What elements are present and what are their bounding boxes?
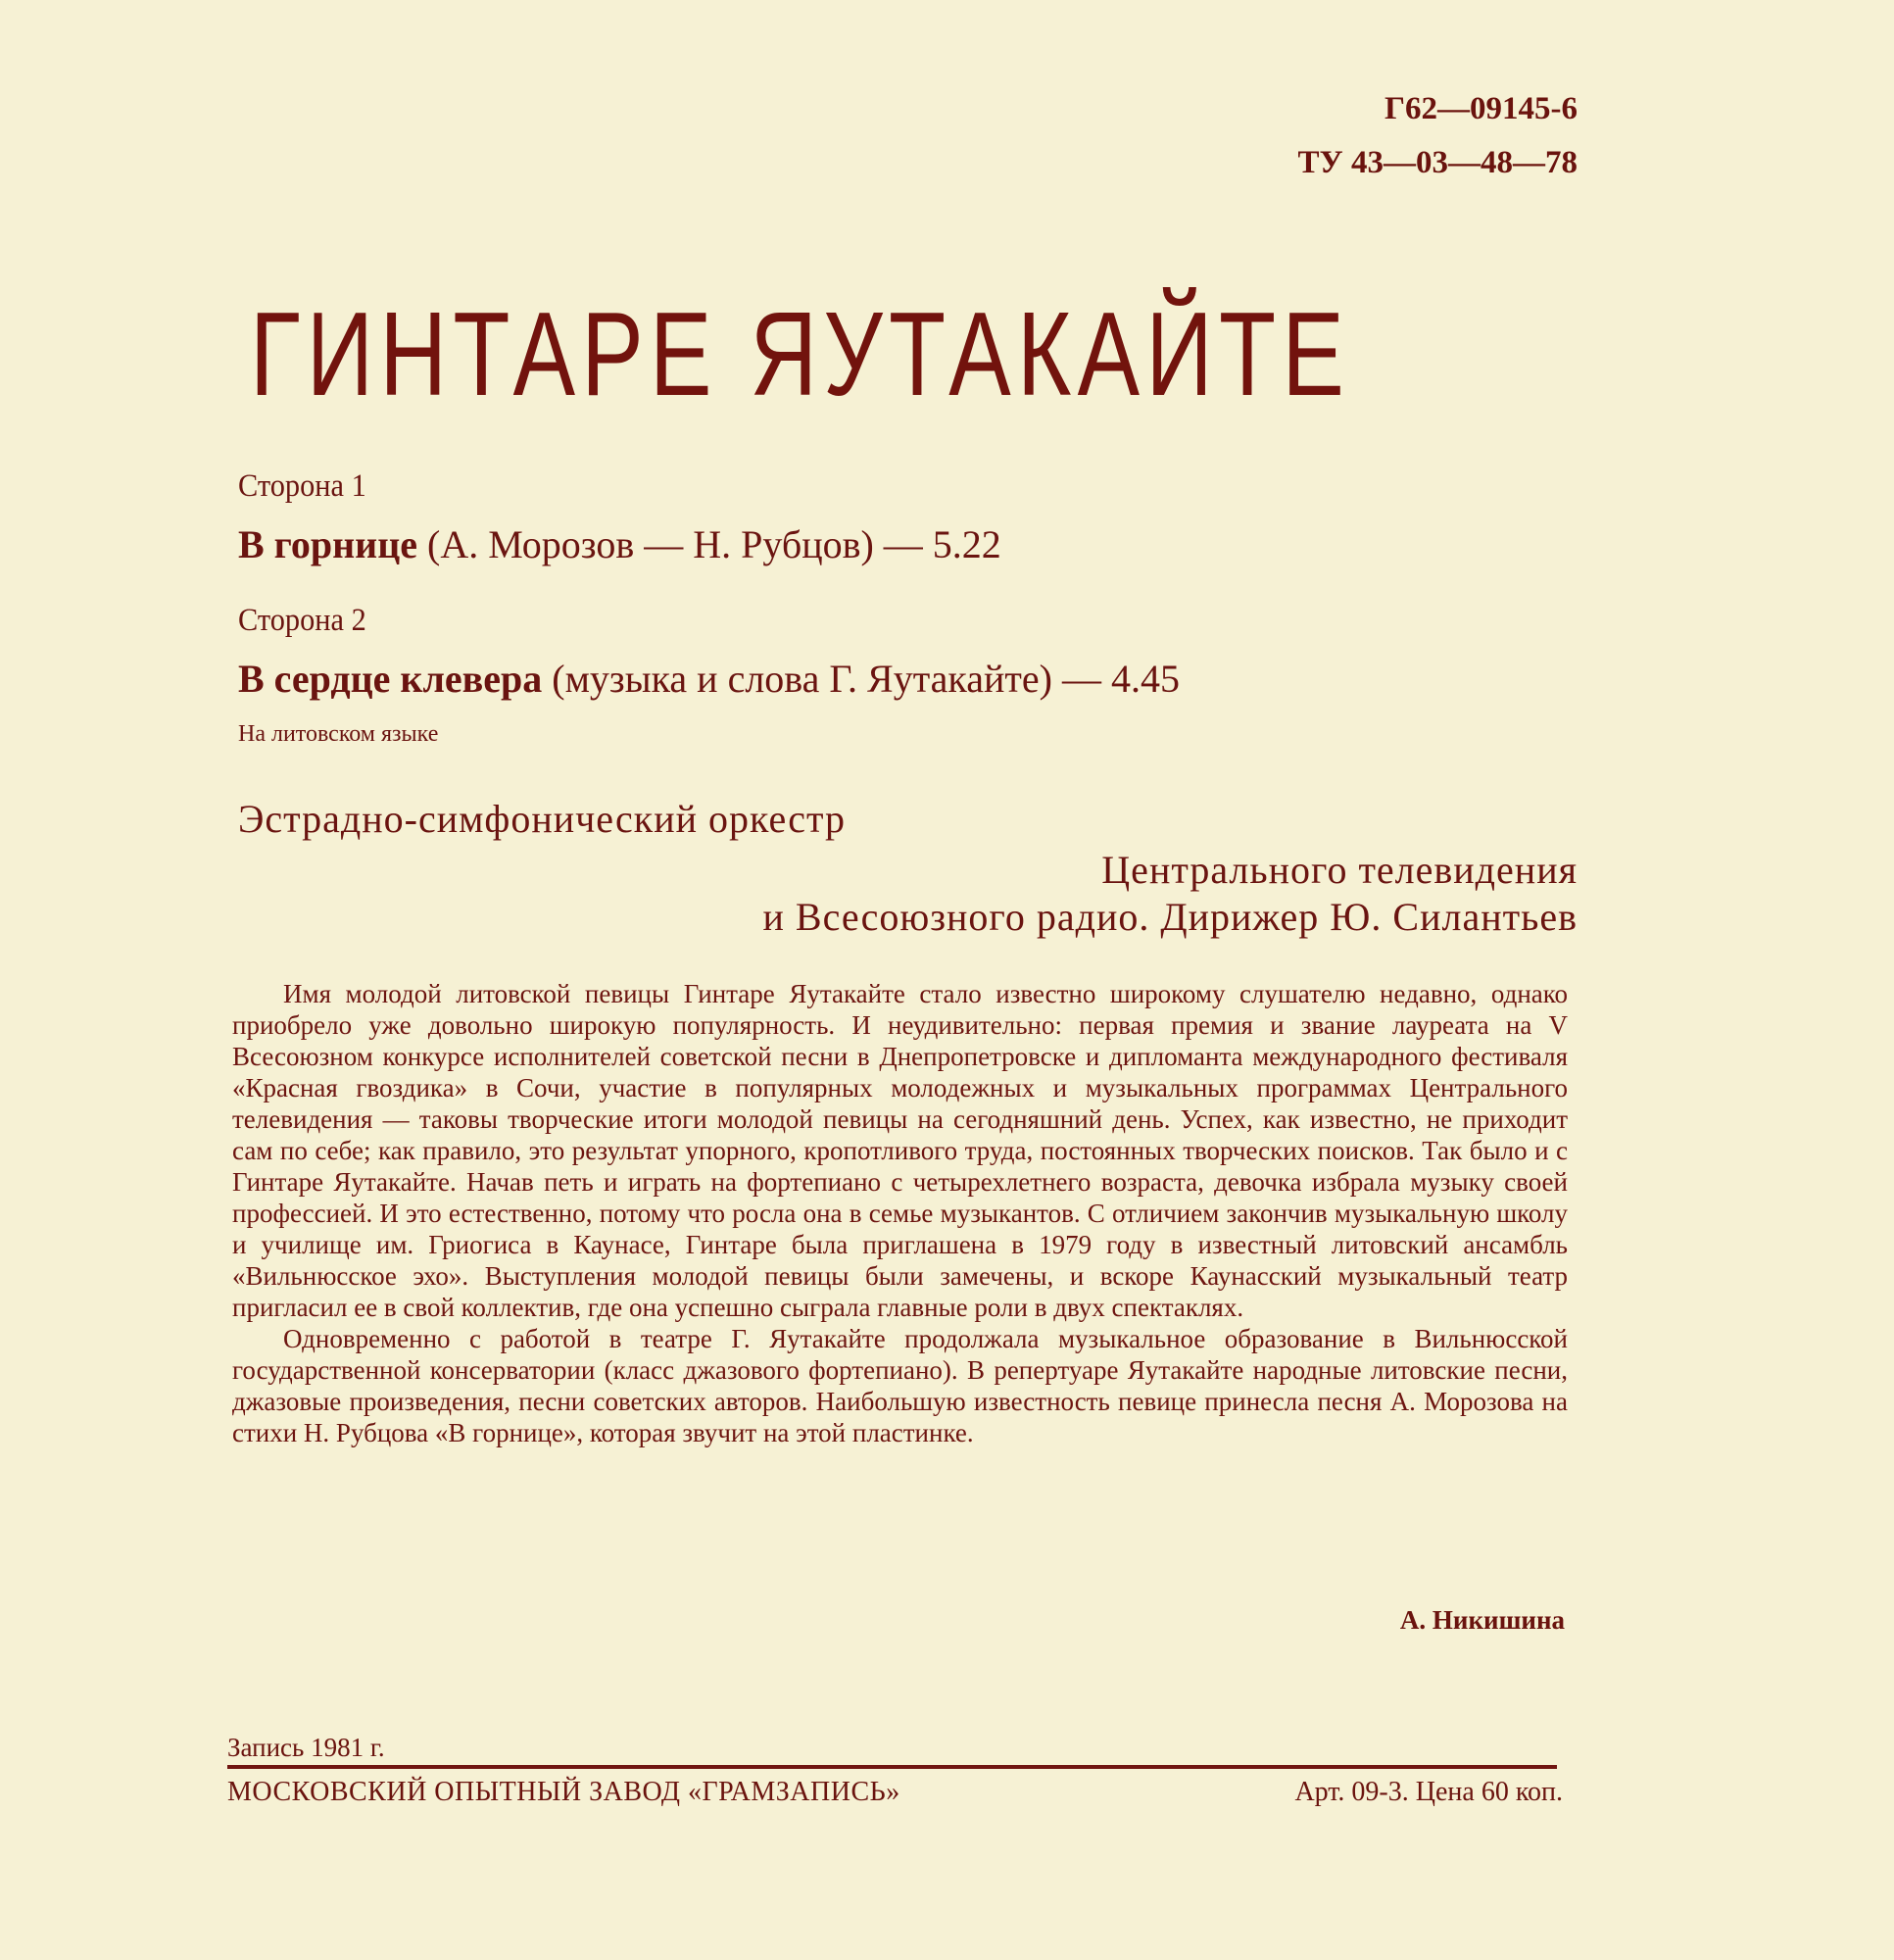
track-title: В сердце клевера [238,657,543,701]
language-note: На литовском языке [238,721,439,747]
recording-year: Запись 1981 г. [227,1733,385,1762]
orchestra-line-3: и Всесоюзного радио. Дирижер Ю. Силантьев [762,895,1578,939]
liner-paragraph: Имя молодой литовской певицы Гинтаре Яутакайте стало известно широкому слушателю недавно, однако приобрело уже довольно широкую популярность. И неудивительно: первая премия и звание лауреата на V Всесоюзном конкурсе исполнителей советской песни в Днепропетровске и дипломанта международного фестиваля «Красная гвоздика» в Сочи, участие в популярных молодежных и музыкальных программах Центрального телевидения — таковы творческие итоги молодой певицы на сегодняшний день. Успех, как известно, не приходит сам по себе; как правило, это результат упорного, кропотливого труда, постоянных творческих поисков. Так было и с Гинтаре Яутакайте. Начав петь и играть на фортепиано с четырехлетнего возраста, девочка избрала музыку своей профессией. И это естественно, потому что росла она в семье музыкантов. С отличием закончив музыкальную школу и училище им. Гриогиса в Каунасе, Гинтаре была приглашена в 1979 году в известный литовский ансамбль «Вильнюсское эхо». Выступления молодой певицы были замечены, и вскоре Каунасский музыкальный театр пригласил ее в свой коллектив, где она успешно сыграла главные роли в двух спектаклях. [232,979,1568,1322]
artist-title: ГИНТАРЕ ЯУТАКАЙТЕ [250,287,1351,420]
orchestra-line-2: Центрального телевидения [1101,848,1578,892]
catalog-code: Г62—09145-6 [1384,91,1578,126]
side-1-label: Сторона 1 [238,468,366,504]
track-title: В горнице [238,522,417,566]
side-2-track [238,656,1180,702]
side-1-track [238,521,1001,567]
track-credits: (А. Морозов — Н. Рубцов) — 5.22 [427,522,1001,566]
divider [227,1765,1557,1769]
manufacturer: МОСКОВСКИЙ ОПЫТНЫЙ ЗАВОД «ГРАМЗАПИСЬ» [227,1777,900,1807]
track-credits: (музыка и слова Г. Яутакайте) — 4.45 [552,657,1180,701]
price: Арт. 09-3. Цена 60 коп. [1294,1777,1563,1807]
liner-notes [232,978,1568,1448]
standard-code: ТУ 43—03—48—78 [1297,145,1578,180]
liner-paragraph: Одновременно с работой в театре Г. Яутакайте продолжала музыкальное образование в Вильнюсской государственной консерватории (класс джазового фортепиано). В репертуаре Яутакайте народные литовские песни, джазовые произведения, песни советских авторов. Наибольшую известность певице принесла песня А. Морозова на стихи Н. Рубцова «В горнице», которая звучит на этой пластинке. [232,1324,1568,1447]
liner-author: А. Никишина [1399,1605,1565,1635]
orchestra-line-1: Эстрадно-симфонический оркестр [238,797,846,841]
side-2-label: Сторона 2 [238,603,366,638]
